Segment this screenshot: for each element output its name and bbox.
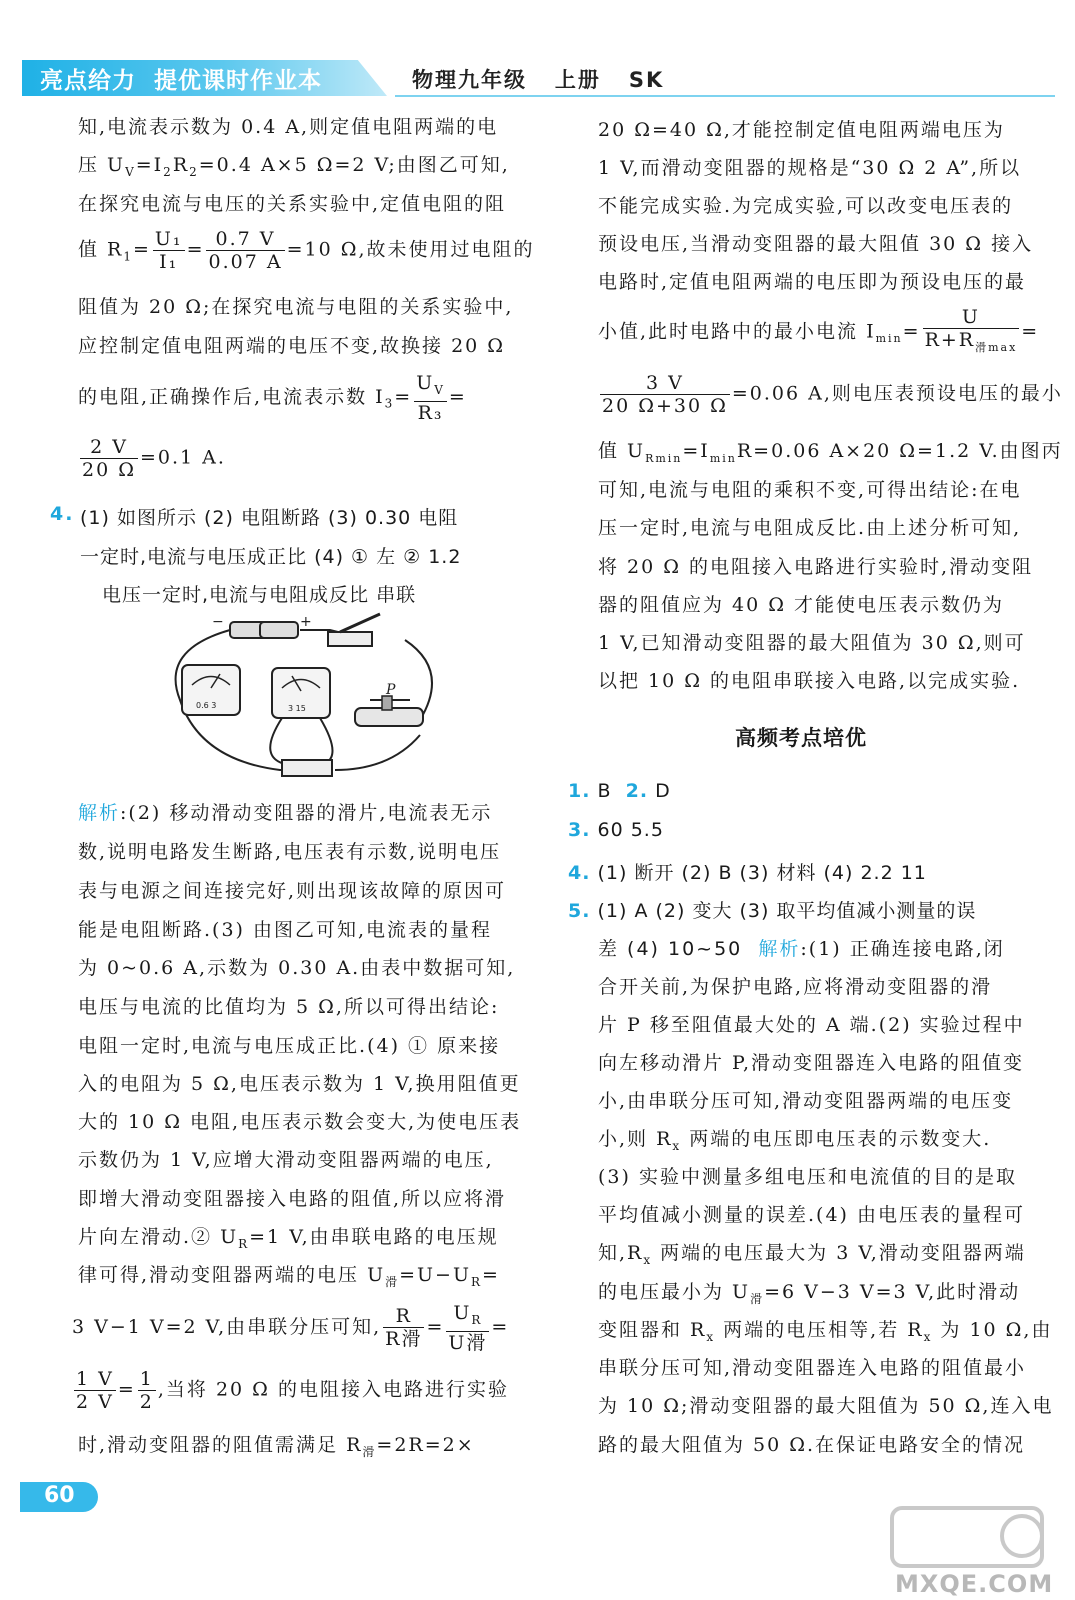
q4-answer-line3: 电压一定时,电流与电阻成反比 串联 xyxy=(102,584,417,606)
q5-line: 知$,R_x$ 两端的电压最大为 3 V,滑动变阻器两端 xyxy=(598,1242,1026,1267)
q5-line: 路的最大阻值为 50 Ω.在保证电路安全的情况 xyxy=(598,1434,1026,1456)
q4-answer-line2: 一定时,电流与电压成正比 (4) ① 左 ② 1.2 xyxy=(80,546,462,568)
text-line: 阻值为 20 Ω;在探究电流与电阻的关系实验中, xyxy=(78,296,514,318)
analysis-half-line: $\frac{1 V}{2 V}$ = $\frac{1}{2}$ ,当将 20 Ω 的电阻接入电路进行实验 xyxy=(76,1368,509,1413)
text-line: 知,电流表示数为 0.4 A,则定值电阻两端的电 xyxy=(78,116,499,138)
formula-i3: 的电阻,正确操作后,电流表示数 $I_3=$ $\frac{U_V}{\text{R₃}}$ = xyxy=(78,372,467,424)
switch-icon xyxy=(328,614,380,646)
text-line: 压 $U_V=I_2R_2=0.4$ A×5 Ω=2 V;由图乙可知, xyxy=(78,154,510,179)
ammeter-icon xyxy=(182,665,240,715)
analysis-line: 示数仍为 1 V,应增大滑动变阻器两端的电压, xyxy=(78,1149,494,1171)
answer-row: 3. 60 5.5 xyxy=(568,819,664,841)
right-line: 以把 10 Ω 的电阻串联接入电路,以完成实验. xyxy=(598,670,1021,692)
q4-answer: (1) 如图所示 (2) 电阻断路 (3) 0.30 电阻 xyxy=(80,507,459,529)
right-line: 压一定时,电流与电阻成反比.由上述分析可知, xyxy=(598,517,1022,539)
svg-text:−: − xyxy=(212,614,224,630)
analysis-line: 能是电阻断路.(3) 由图乙可知,电流表的量程 xyxy=(78,919,493,941)
right-formula-min: 小值,此时电路中的最小电流 $I_{min}=$ $\frac{U}{R+R_{滑max}}$ = xyxy=(598,306,1039,359)
right-formula-006: $\frac{3 V}{20 \Omega+30 \Omega}$ =0.06 A,则电压表预设电压的最小 xyxy=(602,372,1063,417)
right-line: 20 Ω=40 Ω,才能控制定值电阻两端电压为 xyxy=(598,119,1005,141)
analysis-line: 电阻一定时,电流与电压成正比.(4) ① 原来接 xyxy=(78,1035,501,1057)
q4-number: 4. xyxy=(50,503,75,525)
right-line: 1 V,已知滑动变阻器的最大阻值为 30 Ω,则可 xyxy=(598,632,1026,654)
analysis-line: 解析:(2) 移动滑动变阻器的滑片,电流表无示 xyxy=(78,802,493,824)
right-line: 值 $U_{Rmin}=I_{min}R=0.06$ A×20 Ω=1.2 V.由图丙 xyxy=(598,440,1063,465)
analysis-line: 电压与电流的比值均为 5 Ω,所以可得出结论: xyxy=(78,996,500,1018)
formula-result: $\frac{2 V}{20 \Omega}$ =0.1 A. xyxy=(82,436,226,481)
q5-line: 平均值减小测量的误差.(4) 由电压表的量程可 xyxy=(598,1204,1025,1226)
svg-text:+: + xyxy=(300,614,312,630)
resistor-icon xyxy=(282,760,332,776)
brand-title xyxy=(40,62,322,95)
answer-row: 4. (1) 断开 (2) B (3) 材料 (4) 2.2 11 xyxy=(568,862,927,884)
q5-line: 的电压最小为 $U_滑=6$ V−3 V=3 V,此时滑动 xyxy=(598,1281,1021,1306)
svg-text:P: P xyxy=(386,682,396,698)
answer-row: 1. B 2. D xyxy=(568,780,671,802)
brand-name: 亮点给力 xyxy=(40,68,136,94)
text-line: 在探究电流与电压的关系实验中,定值电阻的阻 xyxy=(78,193,507,215)
analysis-line: 时,滑动变阻器的阻值需满足 $R_滑=2R=2\times$ xyxy=(78,1434,475,1459)
right-line: 预设电压,当滑动变阻器的最大阻值 30 Ω 接入 xyxy=(598,233,1034,255)
section-title: 高频考点培优 xyxy=(735,726,867,750)
q5-line: 向左移动滑片 P,滑动变阻器连入电路的阻值变 xyxy=(598,1052,1025,1074)
svg-text:3 15: 3 15 xyxy=(288,704,306,713)
analysis-line: 表与电源之间连接完好,则出现该故障的原因可 xyxy=(78,880,507,902)
q5-line: 合开关前,为保护电路,应将滑动变阻器的滑 xyxy=(598,976,993,998)
rheostat-icon xyxy=(355,682,423,726)
right-line: 可知,电流与电阻的乘积不变,可得出结论:在电 xyxy=(598,479,1022,501)
q5-line: (3) 实验中测量多组电压和电流值的目的是取 xyxy=(598,1166,1017,1188)
right-line: 电路时,定值电阻两端的电压即为预设电压的最 xyxy=(598,271,1027,293)
watermark-text: MXQE.COM xyxy=(895,1570,1054,1598)
analysis-line: 律可得,滑动变阻器两端的电压 $U_滑=U-U_R=$ xyxy=(78,1264,500,1289)
q5-line: 小,则 $R_x$ 两端的电压即电压表的示数变大. xyxy=(598,1128,992,1153)
page-number: 60 xyxy=(44,1483,75,1508)
right-line: 1 V,而滑动变阻器的规格是“30 Ω 2 A”,所以 xyxy=(598,157,1022,179)
q5-line: 变阻器和 $R_x$ 两端的电压相等,若 $R_x$ 为 10 Ω,由 xyxy=(598,1319,1053,1344)
voltmeter-icon xyxy=(272,668,330,718)
analysis-line: 片向左滑动.② $U_R=1$ V,由串联电路的电压规 xyxy=(78,1226,499,1251)
right-line: 将 20 Ω 的电阻接入电路进行实验时,滑动变阻 xyxy=(598,556,1034,578)
q5-line: 小,由串联分压可知,滑动变阻器两端的电压变 xyxy=(598,1090,1014,1112)
circuit-diagram xyxy=(160,610,450,782)
right-line: 不能完成实验.为完成实验,可以改变电压表的 xyxy=(598,195,1014,217)
text-line: 应控制定值电阻两端的电压不变,故换接 20 Ω xyxy=(78,335,506,357)
q5-line: 片 P 移至阻值最大处的 A 端.(2) 实验过程中 xyxy=(598,1014,1025,1036)
q5-line: 串联分压可知,滑动变阻器连入电路的阻值最小 xyxy=(598,1357,1027,1379)
q5-line: 差 (4) 10~50 解析:(1) 正确连接电路,闭 xyxy=(598,938,1005,960)
analysis-line: 为 0~0.6 A,示数为 0.30 A.由表中数据可知, xyxy=(78,957,516,979)
analysis-line: 大的 10 Ω 电阻,电压表示数会变大,为使电压表 xyxy=(78,1111,522,1133)
right-line: 器的阻值应为 40 Ω 才能使电压表示数仍为 xyxy=(598,594,1005,616)
battery-icon xyxy=(212,614,312,638)
book-info: 物理九年级 上册 SK xyxy=(412,68,665,92)
brand-subtitle: 提优课时作业本 xyxy=(154,68,322,94)
header-divider xyxy=(395,95,1055,97)
analysis-ratio-line: 3 V−1 V=2 V,由串联分压可知, $\frac{R}{\text{R滑}}$ = $\frac{U_R}{\text{U滑}}$ = xyxy=(72,1302,510,1354)
analysis-line: 数,说明电路发生断路,电压表有示数,说明电压 xyxy=(78,841,502,863)
analysis-line: 入的电阻为 5 Ω,电压表示数为 1 V,换用阻值更 xyxy=(78,1073,521,1095)
svg-text:0.6 3: 0.6 3 xyxy=(196,701,217,710)
formula-r1: 值 $R_1=$ $\frac{\text{U₁}}{\text{I₁}}$ = $\frac{0.7 V}{0.07 A}$ =10 Ω,故未使用过电阻的 xyxy=(78,228,535,273)
q5-line: 为 10 Ω;滑动变阻器的最大阻值为 50 Ω,连入电 xyxy=(598,1395,1054,1417)
answer-row: 5. (1) A (2) 变大 (3) 取平均值减小测量的误 xyxy=(568,900,977,922)
analysis-line: 即增大滑动变阻器接入电路的阻值,所以应将滑 xyxy=(78,1188,507,1210)
